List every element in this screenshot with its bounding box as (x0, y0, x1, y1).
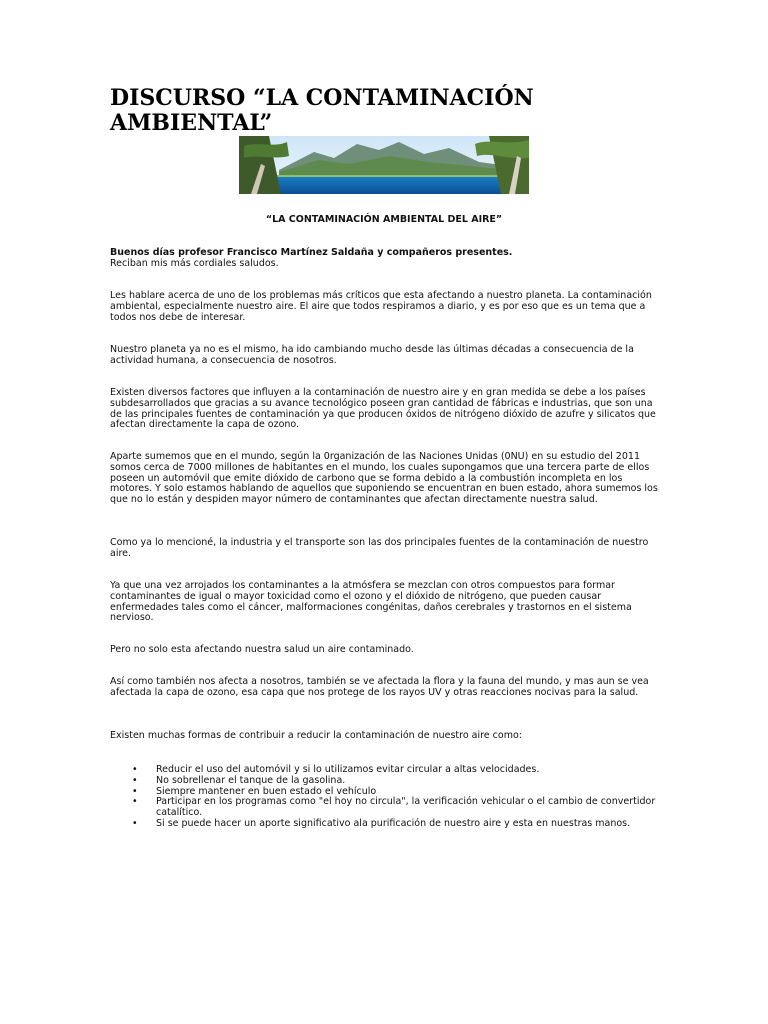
greeting-block (110, 248, 662, 270)
bullet: • (132, 774, 138, 786)
bullet: • (132, 796, 138, 808)
landscape-image (239, 136, 529, 194)
list-item: • Siempre mantener en buen estado el vehículo (132, 785, 377, 797)
paragraph: Pero no solo esta afectando nuestra salud un aire contaminado. (110, 644, 414, 655)
greeting-line: Buenos días profesor Francisco Martínez Saldaña y compañeros presentes. (110, 247, 513, 258)
recommendations-list (110, 765, 662, 830)
paragraph: Les hablare acerca de uno de los problemas más críticos que esta afectando a nuestro planeta. La contaminación ambiental, especialmente nuestro aire. El aire que todos respiramos a diario, y es por eso que es un tema que a todos nos debe de interesar. (110, 290, 652, 323)
paragraph: Como ya lo mencioné, la industria y el transporte son las dos principales fuentes de la contaminación de nuestro aire. (110, 537, 649, 559)
list-item: • Participar en los programas como "el hoy no circula", la verificación vehicular o el cambio de convertidor catalítico. (132, 796, 656, 819)
list-item: • Reducir el uso del automóvil y si lo utilizamos evitar circular a altas velocidades. (132, 764, 540, 775)
paragraph: Existen diversos factores que influyen a la contaminación de nuestro aire y en gran medida se debe a los países subdesarrollados que gracias a su avance tecnológico poseen gran cantidad de fábricas e industrias, que son una de las principales fuentes de contaminación ya que producen óxidos de nitrógeno dióxido de azufre y silicatos que afectan directamente la capa de ozono. (110, 387, 656, 431)
document-title: DISCURSO “LA CONTAMINACIÓN AMBIENTAL” (110, 85, 534, 136)
document-subtitle: “LA CONTAMINACIÓN AMBIENTAL DEL AIRE” (265, 214, 503, 225)
bullet: • (132, 764, 138, 775)
list-item: • No sobrellenar el tanque de la gasolina. (132, 774, 346, 786)
paragraph: Aparte sumemos que en el mundo, según la 0rganización de las Naciones Unidas (0NU) en su estudio del 2011 somos cerca de 7000 millones de habitantes en el mundo, los cuales supongamos que una tercera parte de ellos poseen un automóvil que emite dióxido de carbono que se forma debido a la combustión incompleta en los motores. Y solo estamos hablando de aquellos que suponiendo se encuentran en buen estado, ahora sumemos los que no lo están y despiden mayor número de contaminantes que afectan directamente nuestra salud. (110, 451, 658, 506)
bullet: • (132, 785, 138, 797)
paragraph: Existen muchas formas de contribuir a reducir la contaminación de nuestro aire como: (110, 730, 522, 741)
paragraph: Así como también nos afecta a nosotros, también se ve afectada la flora y la fauna del mundo, y mas aun se vea afectada la capa de ozono, esa capa que nos protege de los rayos UV y otras reacciones nocivas para la salud. (110, 676, 649, 698)
greeting-line-2: Reciban mis más cordiales saludos. (110, 257, 279, 269)
paragraph: Nuestro planeta ya no es el mismo, ha ido cambiando mucho desde las últimas décadas a consecuencia de la actividad humana, a consecuencia de nosotros. (110, 344, 634, 366)
list-item: • Si se puede hacer un aporte significativo ala purificación de nuestro aire y esta en nuestras manos. (132, 817, 631, 829)
paragraph: Ya que una vez arrojados los contaminantes a la atmósfera se mezclan con otros compuestos para formar contaminantes de igual o mayor toxicidad como el ozono y el dióxido de nitrógeno, que pueden causar enfermedades tales como el cáncer, malformaciones congénitas, daños cerebrales y trastornos en el sistema nervioso. (110, 580, 632, 624)
bullet: • (132, 817, 138, 829)
